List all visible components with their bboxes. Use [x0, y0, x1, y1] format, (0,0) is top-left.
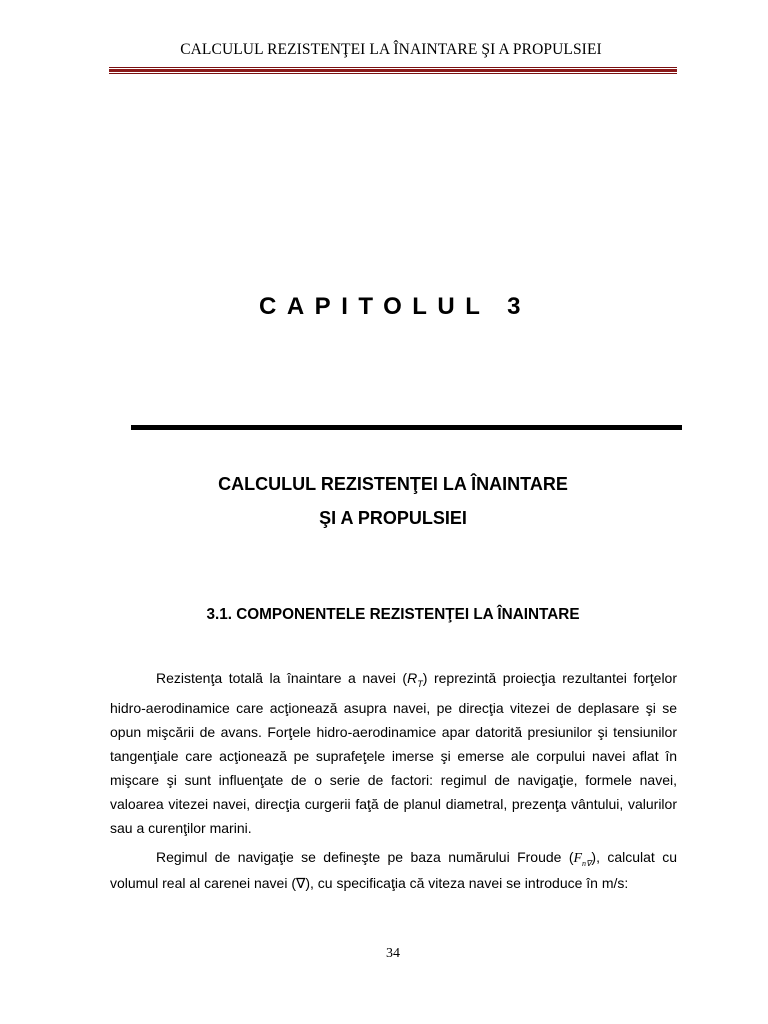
section-heading: 3.1. COMPONENTELE REZISTENŢEI LA ÎNAINTARE: [206, 606, 580, 623]
header-rule-thin-top: [109, 67, 677, 68]
page-number: 34: [386, 946, 400, 961]
volume-symbol: ∇: [295, 875, 306, 892]
chapter-title-line-1: CALCULUL REZISTENŢEI LA ÎNAINTARE: [218, 474, 568, 494]
chapter-title-line-2: ŞI A PROPULSIEI: [319, 508, 467, 528]
p2-text-end: ), cu specificaţia că viteza navei se introduce în m/s:: [305, 874, 629, 891]
body-paragraph-2: [110, 845, 677, 896]
header-rule-thin-bottom: [109, 73, 677, 74]
running-header: CALCULUL REZISTENŢEI LA ÎNAINTARE ŞI A PROPULSIEI: [180, 41, 602, 58]
body-paragraph-1: [110, 666, 677, 840]
header-rule-thick: [109, 69, 677, 72]
p1-text-start: Rezistenţa totală la înaintare a navei (: [156, 670, 408, 686]
p2-text-middle: ), calculat cu volumul real al carenei navei (: [110, 849, 677, 891]
chapter-rule: [131, 425, 682, 430]
froude-number-symbol: $F_{n\nabla}$: [573, 851, 592, 868]
chapter-label: CAPITOLUL 3: [259, 293, 531, 320]
resistance-symbol: $R_T$: [407, 670, 423, 689]
p2-text-start: Regimul de navigaţie se defineşte pe baza numărului Froude (: [156, 849, 574, 865]
p1-text-end: ) reprezintă proiecţia rezultantei forţelor hidro-aerodinamice care acţionează asupra navei, pe direcţia vitezei de deplasare şi se opun mişcării de avans. Forţele hidro-aerodinamice apar datorită presiunilor şi tensiunilor tangenţiale care acţionează pe suprafeţele imerse şi emerse ale corpului navei aflat în mişcare şi sunt influenţate de o serie de factori: regimul de navigaţie, formele navei, valoarea vitezei navei, direcţia curgerii faţă de planul diametral, prezenţa vântului, valurilor sau a curenţilor marini.: [110, 670, 678, 836]
